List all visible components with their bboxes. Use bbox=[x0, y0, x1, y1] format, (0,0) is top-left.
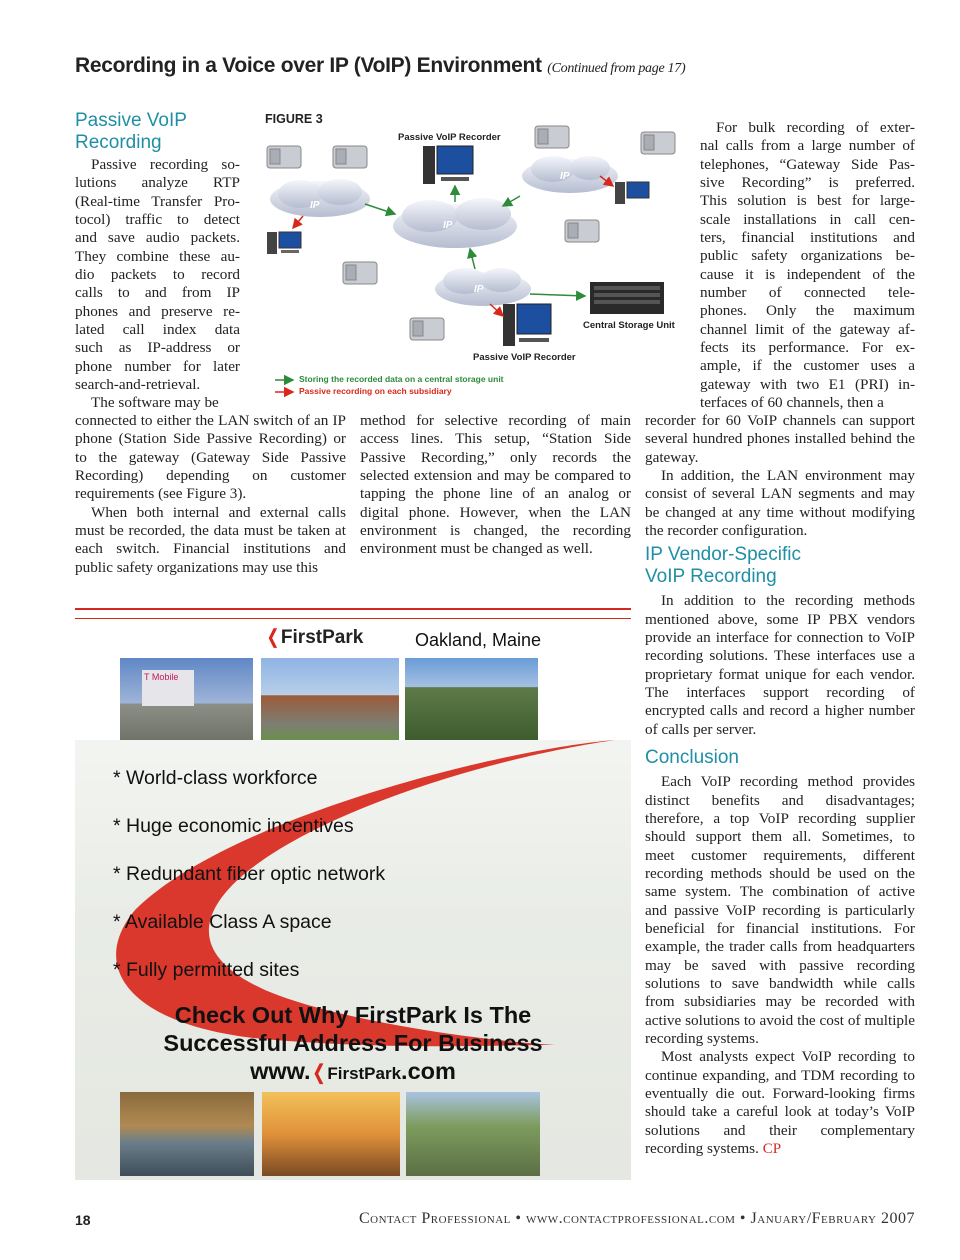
ad-cta-line2: Successful Address For Business bbox=[163, 1030, 543, 1056]
text-line: phone number for later bbox=[75, 357, 240, 375]
label-storage: Central Storage Unit bbox=[583, 320, 675, 331]
green-arrow bbox=[503, 196, 520, 206]
paragraph-passive-intro bbox=[75, 156, 240, 413]
right-column-body: recorder for 60 VoIP channels can support several hundred phones installed behind the gateway. In addition, the LAN environment may consist of several LAN segments and may be changed at any time without modifying the recorder configuration. IP Vendor-Specific VoIP Recording In addition to the recording methods mentioned above, some IP PBX vendors provide an interface for connection to VoIP recording solutions. These interfaces use a proprietary format unique for each vendor. The interfaces support recording of encrypted calls and record a higher number of calls per server. Conclusion Each VoIP recording method provides distinct benefits and disadvantages; therefore, a top VoIP recording supplier should support them all. Sometimes, to meet customer requirements, different recording methods should be used on the same system. The combination of active and passive VoIP recording is particularly beneficial for financial institutions. For example, the trader calls from headquarters may be saved with passive recording solutions to save bandwidth while calls from subsidiaries may be recorded with active solutions to avoid the cost of multiple recording systems. Most analysts expect VoIP recording to continue expanding, and TDM recording to eventually die out. Forward-looking firms should take a careful look at today’s VoIP solutions and their complementary recording systems. CP bbox=[645, 412, 915, 1158]
sign-text: T Mobile bbox=[142, 670, 194, 706]
computer-icon bbox=[615, 182, 649, 204]
computer-icon bbox=[503, 304, 551, 346]
network-diagram bbox=[255, 104, 685, 404]
text-line: sive Recording” is preferred. bbox=[700, 174, 915, 192]
ad-bullet: * Redundant fiber optic network bbox=[113, 863, 386, 885]
computer-icon bbox=[267, 232, 301, 254]
ad-location: Oakland, Maine bbox=[415, 630, 542, 650]
computer-icon bbox=[423, 146, 473, 184]
conclusion-final: Most analysts expect VoIP recording to continue expanding, and TDM recording to eventually die out. Forward-looking firms should take a careful look at today’s VoIP solutions and their complementary recording systems. CP bbox=[645, 1048, 915, 1158]
phone-icon bbox=[535, 126, 569, 148]
text-line: For bulk recording of exter- bbox=[716, 119, 915, 136]
red-arrow bbox=[490, 304, 503, 316]
ad-url[interactable]: www.❬FirstPark.com bbox=[250, 1058, 456, 1084]
photo-building bbox=[261, 658, 399, 740]
photo-campus bbox=[405, 658, 538, 740]
text-line: They combine these au- bbox=[75, 247, 240, 265]
text-line: search-and-retrieval. bbox=[75, 376, 201, 394]
text-line: telephones, “Gateway Side Pas- bbox=[700, 155, 915, 173]
firstpark-logo: ❬FirstPark bbox=[265, 627, 364, 648]
text-line: such as IP-address or bbox=[75, 339, 240, 357]
ip-label-left: IP bbox=[310, 200, 320, 211]
text-line: tocol) traffic to detect bbox=[75, 211, 240, 229]
text-line: (Real-time Transfer Pro- bbox=[75, 192, 240, 210]
text-line: cause it is independent of the bbox=[700, 265, 915, 283]
ip-label-bottom: IP bbox=[474, 284, 484, 295]
text-line: ample, if the customer uses a bbox=[700, 357, 915, 375]
logo-swoosh-icon: ❬ bbox=[265, 627, 281, 648]
phone-icon bbox=[410, 318, 444, 340]
red-arrow bbox=[293, 216, 303, 228]
text-line: and save audio packets. bbox=[75, 229, 240, 247]
text-line: lutions analyze RTP bbox=[75, 174, 240, 192]
legend-red: Passive recording on each subsidiary bbox=[299, 386, 452, 396]
text-line: lated call index data bbox=[75, 321, 240, 339]
text-line: calls to and from IP bbox=[75, 284, 240, 302]
text-line: number of connected tele- bbox=[700, 284, 915, 302]
storage-server-icon bbox=[590, 282, 664, 314]
ip-label-right: IP bbox=[560, 171, 570, 182]
footer-text: Contact Professional • www.contactprofessional.com • January/February 2007 bbox=[359, 1210, 915, 1227]
ad-bullet: * Huge economic incentives bbox=[113, 815, 354, 837]
ip-cloud-left bbox=[270, 179, 370, 217]
text-line: The software may be bbox=[91, 394, 219, 412]
figure-label: FIGURE 3 bbox=[265, 112, 323, 126]
heading-ip-vendor: IP Vendor-Specific VoIP Recording bbox=[645, 544, 801, 588]
ad-bullet: * Fully permitted sites bbox=[113, 959, 300, 981]
photo-hikers-trail bbox=[406, 1092, 540, 1176]
phone-icon bbox=[267, 146, 301, 168]
ad-bullet: * Available Class A space bbox=[113, 911, 332, 933]
label-recorder-bottom: Passive VoIP Recorder bbox=[473, 352, 576, 363]
text-line: scale installations in call cen- bbox=[700, 210, 915, 228]
label-recorder-top: Passive VoIP Recorder bbox=[398, 132, 501, 143]
ad-bullet: * World-class workforce bbox=[113, 767, 318, 789]
ad-cta-line1: Check Out Why FirstPark Is The bbox=[174, 1002, 532, 1028]
text-line: channel limit of the gateway af- bbox=[700, 320, 915, 338]
green-arrow bbox=[365, 204, 395, 214]
title-text: Recording in a Voice over IP (VoIP) Environment bbox=[75, 54, 542, 77]
text-line: Passive recording so- bbox=[91, 156, 240, 173]
paragraph-selective-recording: method for selective recording of main access lines. This setup, “Station Side Passive Recording,” only records the selected extension and may be compared to tapping the phone line of an analog or digital phone. However, when the LAN environment is changed, the recording environment must be changed as well. bbox=[360, 412, 631, 558]
heading-passive-voip: Passive VoIP Recording bbox=[75, 110, 187, 153]
text-line: ters, financial institutions and bbox=[700, 229, 915, 247]
phone-icon bbox=[333, 146, 367, 168]
text-line: public safety organizations be- bbox=[700, 247, 915, 265]
text-line: fects its performance. For ex- bbox=[700, 339, 915, 357]
end-mark: CP bbox=[762, 1141, 782, 1158]
text-line: dio packets to record bbox=[75, 266, 240, 284]
phone-icon bbox=[641, 132, 675, 154]
ip-cloud-right bbox=[522, 156, 618, 193]
page-title bbox=[75, 54, 685, 78]
figure-3 bbox=[255, 104, 685, 404]
photo-fishing bbox=[120, 1092, 254, 1176]
url-swoosh-icon: ❬ bbox=[310, 1062, 328, 1084]
ip-cloud-center bbox=[393, 198, 517, 248]
phone-icon bbox=[343, 262, 377, 284]
page-number: 18 bbox=[75, 1212, 91, 1228]
continued-note: (Continued from page 17) bbox=[547, 61, 686, 76]
text-line: phones and preserve re- bbox=[75, 302, 240, 320]
green-arrow bbox=[530, 294, 585, 296]
text-line: gateway with two E1 (PRI) in- bbox=[700, 375, 915, 393]
phone-icon bbox=[565, 220, 599, 242]
text-line: nal calls from a large number of bbox=[700, 137, 915, 155]
paragraph-gateway-side bbox=[700, 119, 915, 413]
text-line: This solution is best for large- bbox=[700, 192, 915, 210]
green-arrow bbox=[470, 249, 475, 269]
photo-hiker-sunset bbox=[262, 1092, 400, 1176]
heading-conclusion: Conclusion bbox=[645, 747, 739, 769]
paragraph-software-connection: connected to either the LAN switch of an IP phone (Station Side Passive Recording) or to the gateway (Gateway Side Passive Recording) depending on customer requirements (see Figure 3). When both internal and external calls must be recorded, the data must be taken at each switch. Financial institutions and public safety organizations may use this bbox=[75, 412, 346, 576]
firstpark-advertisement bbox=[75, 590, 631, 1182]
text-line: phones. Only the maximum bbox=[700, 302, 915, 320]
photo-tmobile-sign bbox=[120, 658, 253, 740]
ip-label-center: IP bbox=[443, 220, 453, 231]
text-line: terfaces of 60 channels, then a bbox=[700, 394, 884, 412]
legend-green: Storing the recorded data on a central storage unit bbox=[299, 374, 504, 384]
